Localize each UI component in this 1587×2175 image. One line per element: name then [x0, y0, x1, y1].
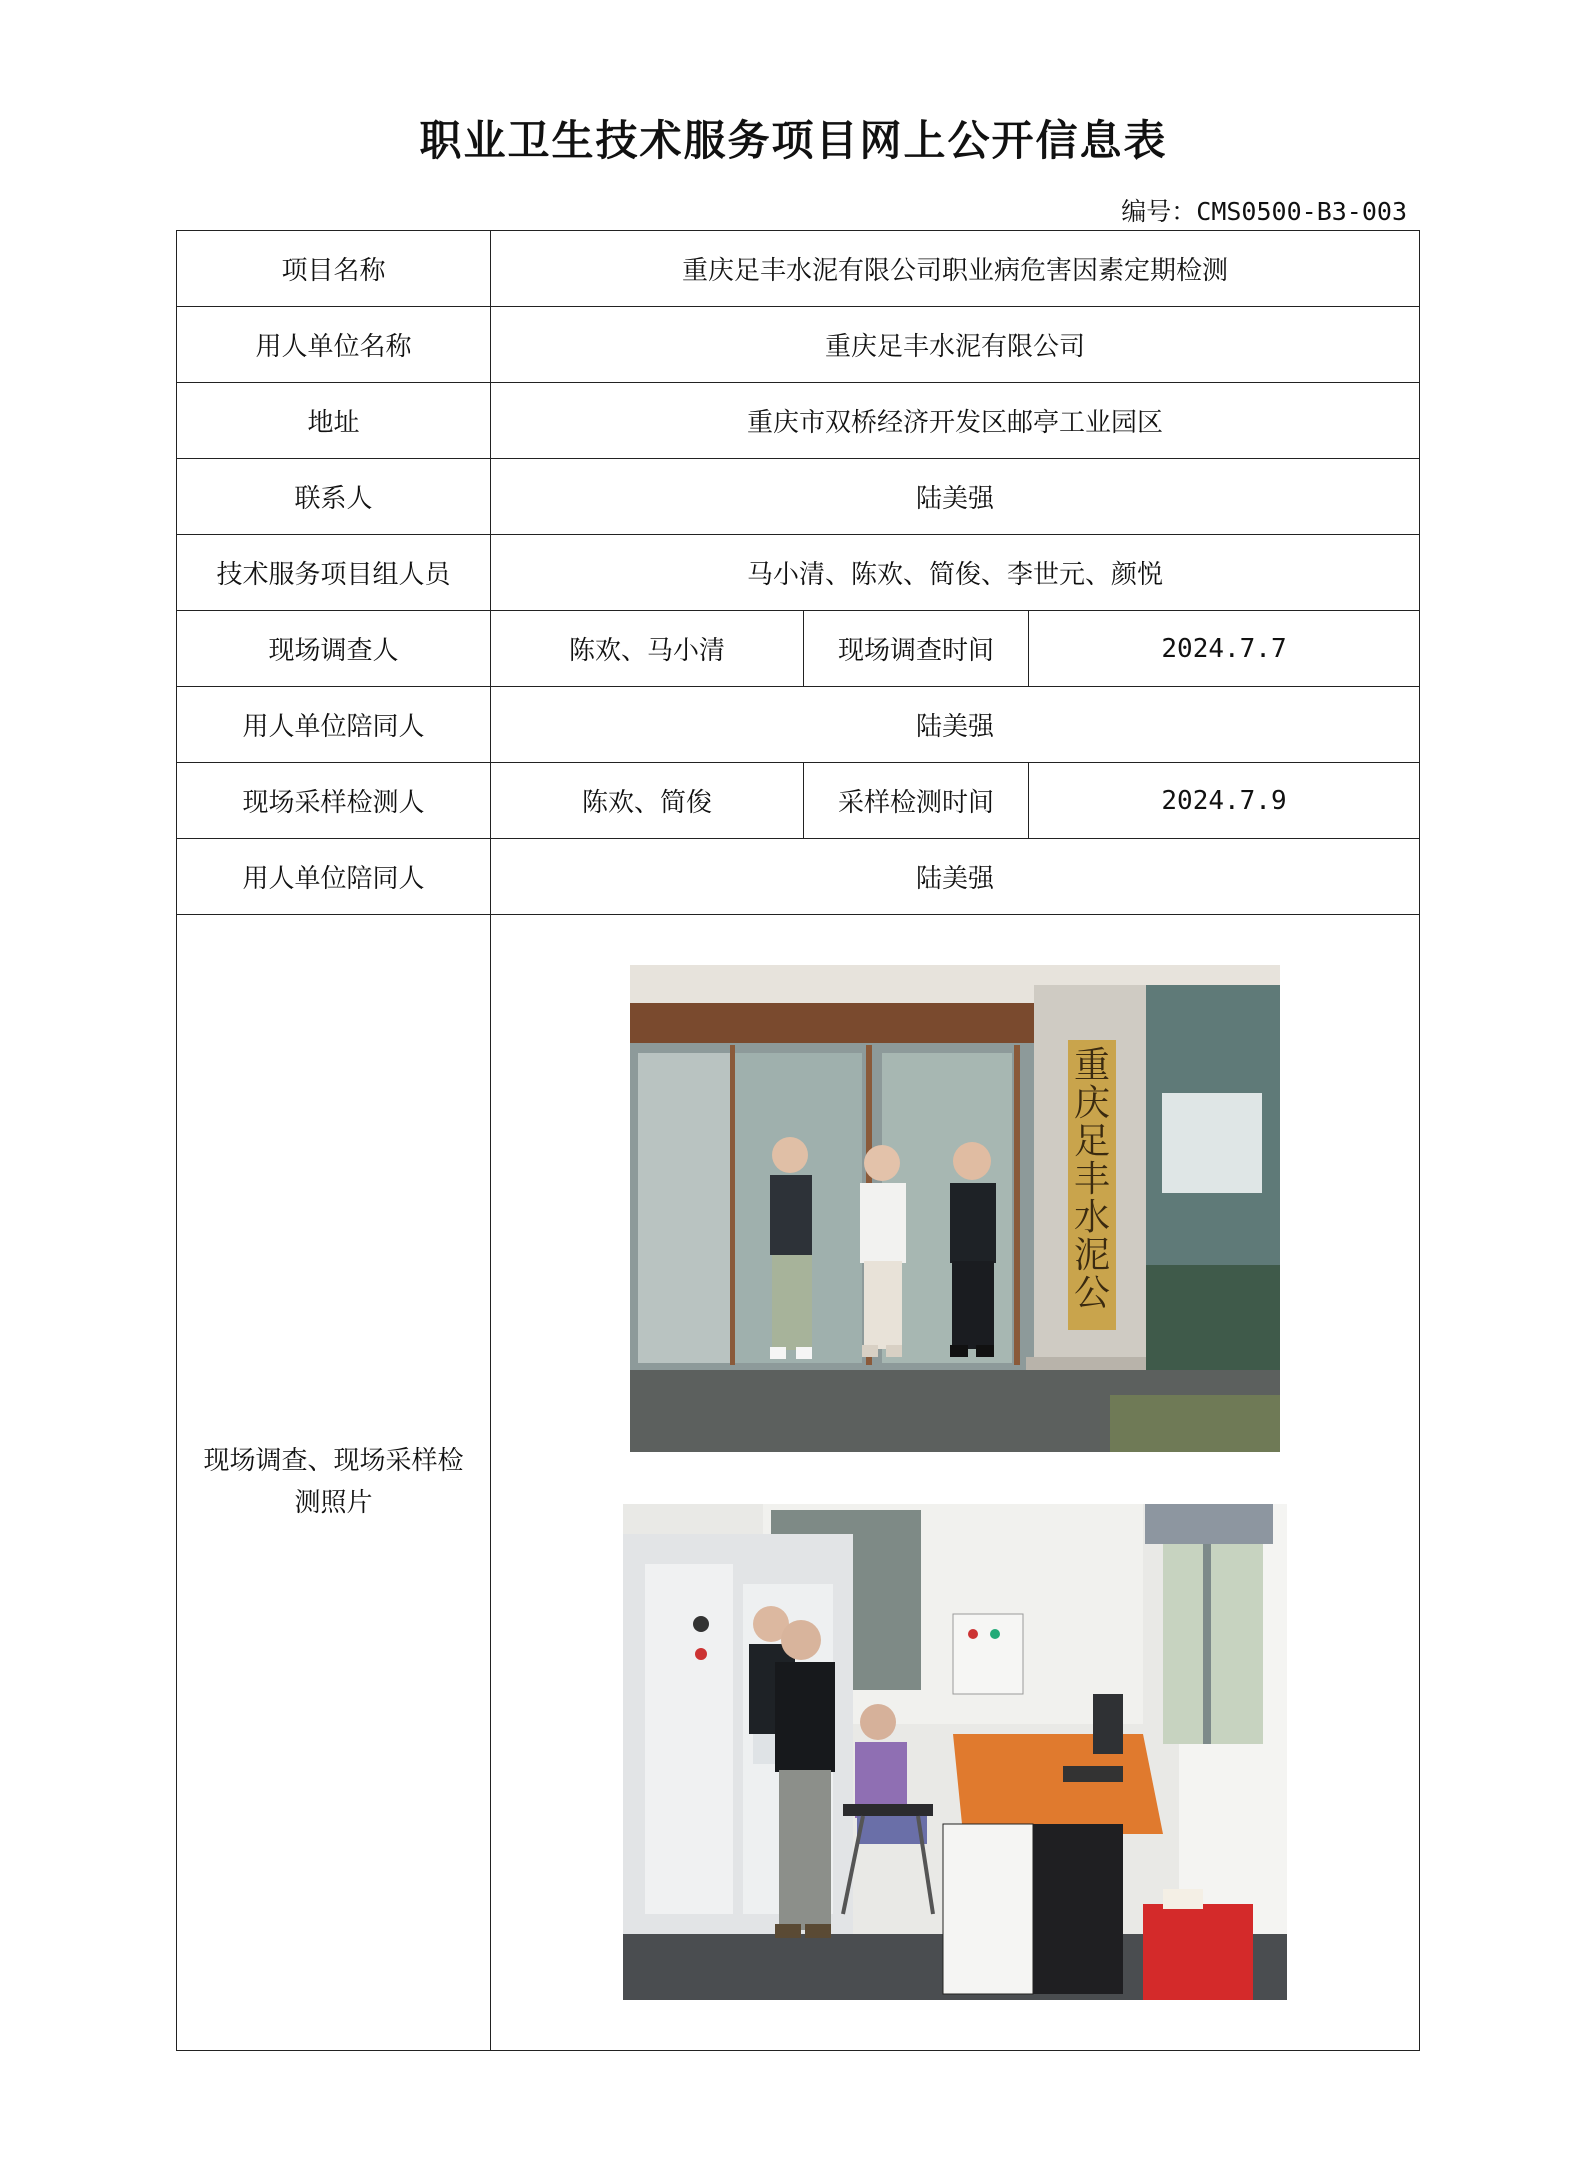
- svg-text:足: 足: [1074, 1121, 1111, 1162]
- svg-text:水: 水: [1074, 1197, 1111, 1238]
- survey-escort-label: 用人单位陪同人: [177, 687, 491, 763]
- svg-text:重: 重: [1074, 1045, 1111, 1086]
- contact-label: 联系人: [177, 459, 491, 535]
- project-name-value: 重庆足丰水泥有限公司职业病危害因素定期检测: [491, 231, 1420, 307]
- sampling-escort-value: 陆美强: [491, 839, 1420, 915]
- sampling-time-label: 采样检测时间: [804, 763, 1029, 839]
- survey-escort-value: 陆美强: [491, 687, 1420, 763]
- team-members-value: 马小清、陈欢、简俊、李世元、颜悦: [491, 535, 1420, 611]
- document-number: 编号：CMS0500-B3-003: [1121, 197, 1407, 226]
- project-name-label: 项目名称: [177, 231, 491, 307]
- svg-text:公: 公: [1074, 1273, 1111, 1314]
- photos-label: 现场调查、现场采样检测照片: [177, 915, 491, 2051]
- site-survey-time-label: 现场调查时间: [804, 611, 1029, 687]
- table-row: [177, 687, 1420, 763]
- svg-text:泥: 泥: [1074, 1235, 1111, 1276]
- table-row: [177, 383, 1420, 459]
- sampling-photo: [623, 1504, 1287, 2000]
- address-value: 重庆市双桥经济开发区邮亭工业园区: [491, 383, 1420, 459]
- table-row: [177, 307, 1420, 383]
- table-row: [177, 231, 1420, 307]
- contact-value: 陆美强: [491, 459, 1420, 535]
- svg-text:庆: 庆: [1074, 1083, 1111, 1124]
- document-title: 职业卫生技术服务项目网上公开信息表: [419, 116, 1168, 165]
- table-row: [177, 915, 1420, 2051]
- employer-name-value: 重庆足丰水泥有限公司: [491, 307, 1420, 383]
- address-label: 地址: [177, 383, 491, 459]
- photos-cell: [491, 915, 1420, 2051]
- sampling-value: 陈欢、简俊: [491, 763, 804, 839]
- site-survey-time-value: 2024.7.7: [1029, 611, 1420, 687]
- site-survey-photo: [630, 965, 1280, 1452]
- info-table: [176, 230, 1420, 2051]
- table-row: [177, 611, 1420, 687]
- team-members-label: 技术服务项目组人员: [177, 535, 491, 611]
- svg-text:丰: 丰: [1074, 1159, 1111, 1200]
- table-row: [177, 459, 1420, 535]
- table-row: [177, 535, 1420, 611]
- sampling-escort-label: 用人单位陪同人: [177, 839, 491, 915]
- site-survey-value: 陈欢、马小清: [491, 611, 804, 687]
- sampling-time-value: 2024.7.9: [1029, 763, 1420, 839]
- site-survey-label: 现场调查人: [177, 611, 491, 687]
- sampling-label: 现场采样检测人: [177, 763, 491, 839]
- table-row: [177, 763, 1420, 839]
- employer-name-label: 用人单位名称: [177, 307, 491, 383]
- table-row: [177, 839, 1420, 915]
